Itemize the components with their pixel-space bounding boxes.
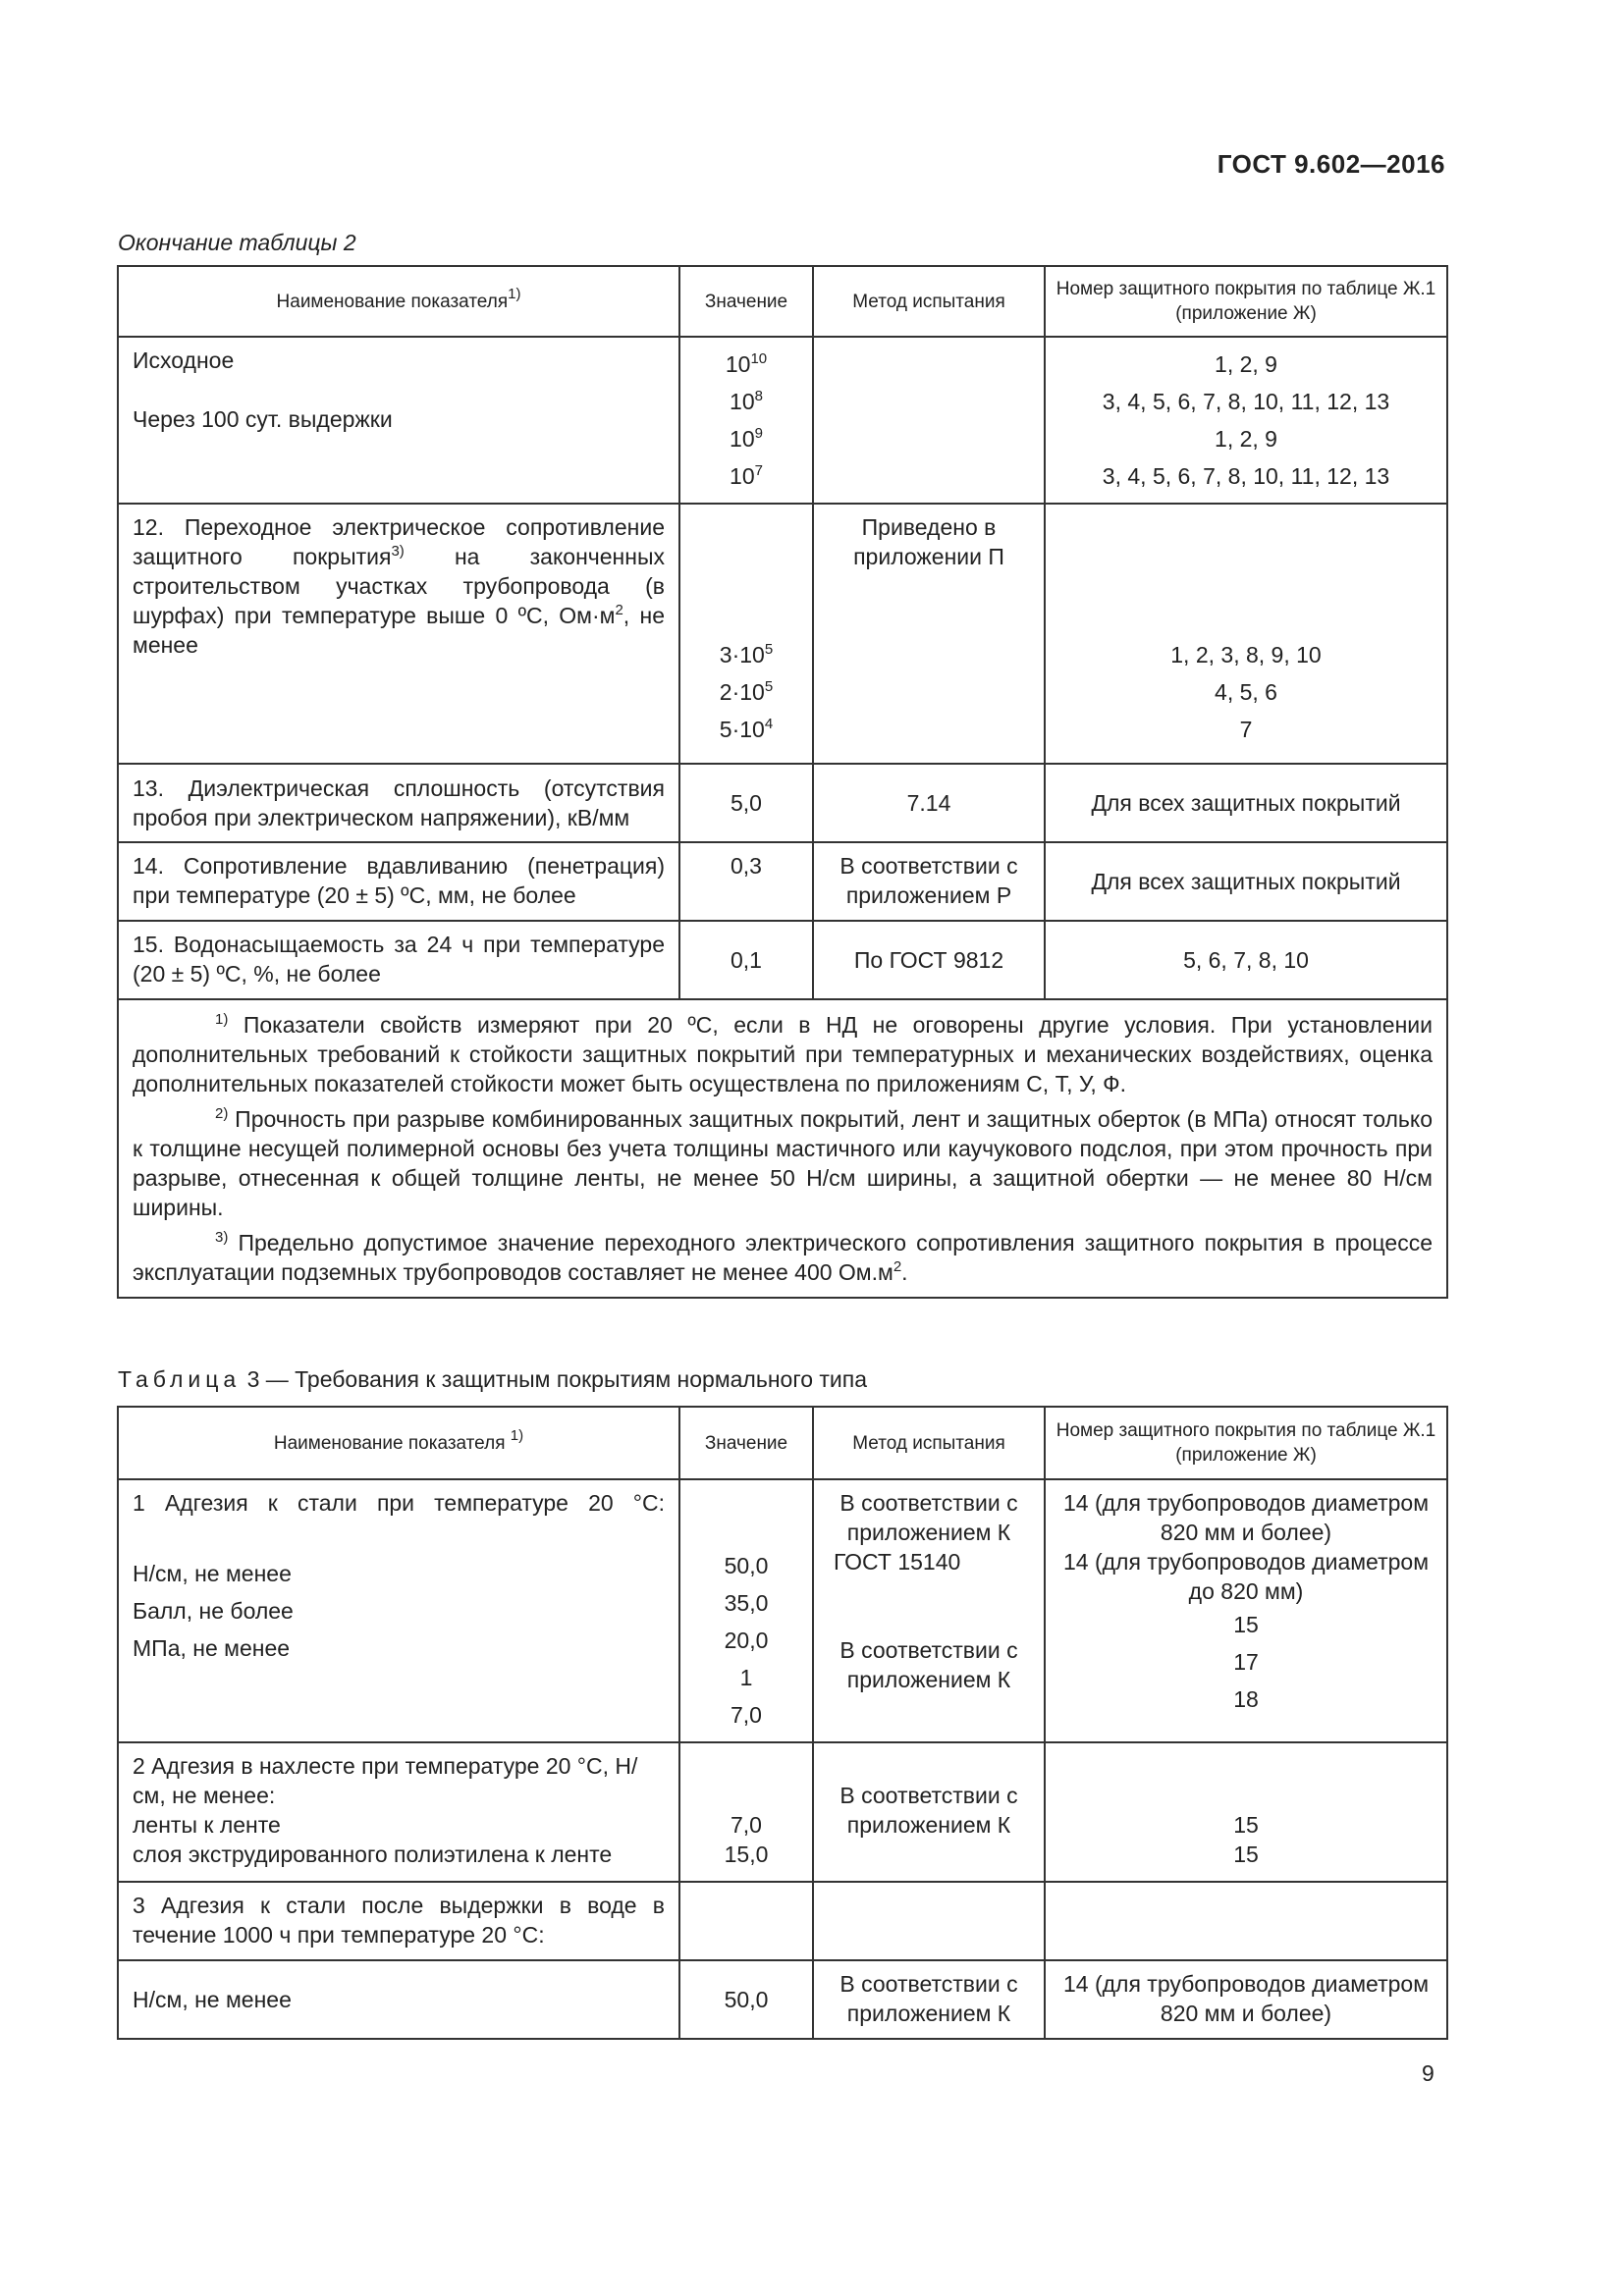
header-name: Наименование показателя $^{1)}$ [118, 1407, 679, 1479]
row-covers: 15 15 [1045, 1742, 1447, 1882]
table-2-end [117, 265, 1448, 1299]
row-name: Н/см, не менее [118, 1960, 679, 2039]
table-row [118, 504, 1447, 764]
row-name: Исходное Через 100 сут. выдержки [118, 337, 679, 504]
row-value: 0,3 [679, 842, 813, 921]
row-name: 2 Адгезия в нахлесте при температуре 20 °С, Н/см, не менее: ленты к ленте слоя экструдированного полиэтилена к ленте [118, 1742, 679, 1882]
page-number: 9 [1422, 2060, 1435, 2086]
row-covers: 1, 2, 3, 8, 9, 10 4, 5, 6 7 [1045, 504, 1447, 764]
header-method: Метод испытания [813, 1407, 1045, 1479]
table-row [118, 842, 1447, 921]
row-method: В соответствии с приложением К [813, 1742, 1045, 1882]
row-value: 5,0 [679, 764, 813, 842]
table-3 [117, 1406, 1448, 2040]
table-row [118, 921, 1447, 999]
row-name: 15. Водонасыщаемость за 24 ч при температуре (20 ± 5) ºС, %, не более [118, 921, 679, 999]
row-values: 7,0 15,0 [679, 1742, 813, 1882]
row-covers: 1, 2, 9 3, 4, 5, 6, 7, 8, 10, 11, 12, 13 1, 2, 9 3, 4, 5, 6, 7, 8, 10, 11, 12, 13 [1045, 337, 1447, 504]
row-value: 0,1 [679, 921, 813, 999]
table-row [118, 337, 1447, 504]
row-cover: Для всех защитных покрытий [1045, 842, 1447, 921]
row-method: В соответствии с приложением К ГОСТ 15140 В соответствии с приложением К [813, 1479, 1045, 1742]
table-row [118, 1882, 1447, 1960]
row-method: В соответствии с приложением Р [813, 842, 1045, 921]
header-value: Значение [679, 266, 813, 337]
row-covers: 14 (для трубопроводов диаметром 820 мм и более) 14 (для трубопроводов диаметром до 820 мм) 15 17 18 [1045, 1479, 1447, 1742]
row-cover [1045, 1882, 1447, 1960]
table-row [118, 1479, 1447, 1742]
row-values: $3\cdot 10^5$ $2\cdot 10^5$ $5\cdot 10^4$ [679, 504, 813, 764]
row-name: 14. Сопротивление вдавливанию (пенетрация) при температуре (20 ± 5) ºС, мм, не более [118, 842, 679, 921]
row-value [679, 1882, 813, 1960]
row-method: 7.14 [813, 764, 1045, 842]
table-header-row [118, 1407, 1447, 1479]
table2-caption: Окончание таблицы 2 [118, 230, 356, 255]
header-value: Значение [679, 1407, 813, 1479]
footnote-1: $^{1)}$ Показатели свойств измеряют при 20 ºС, если в НД не оговорены другие условия. При установлении дополнительных требований к стойкости защитных покрытий при температурных и механических воздействиях, оценка дополнительных показателей стойкости может быть осуществлена по приложениям С, Т, У, Ф. [133, 1011, 1433, 1096]
row-name: 1 Адгезия к стали при температуре 20 °С: Н/см, не менее Балл, не более МПа, не менее [118, 1479, 679, 1742]
document-number: ГОСТ 9.602—2016 [1217, 149, 1445, 179]
table-header-row [118, 266, 1447, 337]
row-name: 12. Переходное электрическое сопротивление защитного покрытия$^{3)}$ на законченных строительством участках трубопровода (в шурфах) при температуре выше 0 ºС, $Ом\cdot м^2$, не менее [118, 504, 679, 764]
table-row [118, 1960, 1447, 2039]
row-method: В соответствии с приложением К [813, 1960, 1045, 2039]
row-values: 50,0 35,0 20,0 1 7,0 [679, 1479, 813, 1742]
table-row [118, 764, 1447, 842]
table3-caption: Таблица 3 — Требования к защитным покрытиям нормального типа [118, 1366, 868, 1392]
row-cover: 14 (для трубопроводов диаметром 820 мм и более) [1045, 1960, 1447, 2039]
row-method: По ГОСТ 9812 [813, 921, 1045, 999]
header-cover: Номер защитного покрытия по таблице Ж.1 (приложение Ж) [1045, 266, 1447, 337]
row-method [813, 337, 1045, 504]
footnote-2: $^{2)}$ Прочность при разрыве комбинированных защитных покрытий, лент и защитных оберток (в МПа) относят только к толщине несущей полимерной основы без учета толщины мастичного или каучукового подслоя, при этом прочность при разрыве, отнесенная к общей толщине ленты, не менее 50 Н/см ширины, а защитной обертки — не менее 80 Н/см ширины. [133, 1105, 1433, 1220]
row-name: 13. Диэлектрическая сплошность (отсутствия пробоя при электрическом напряжении), кВ/мм [118, 764, 679, 842]
table-row [118, 1742, 1447, 1882]
footnote-3: $^{3)}$ Предельно допустимое значение переходного электрического сопротивления защитного покрытия в процессе эксплуатации подземных трубопроводов составляет не менее 400 $Ом.м^2$. [133, 1229, 1433, 1285]
row-name: 3 Адгезия к стали после выдержки в воде в течение 1000 ч при температуре 20 °С: [118, 1882, 679, 1960]
row-method: Приведено в приложении П [813, 504, 1045, 764]
header-name: Наименование показателя$^{1)}$ [118, 266, 679, 337]
footnotes-row [118, 999, 1447, 1298]
header-method: Метод испытания [813, 266, 1045, 337]
row-values: $10^{10}$ $10^8$ $10^9$ $10^7$ [679, 337, 813, 504]
row-method [813, 1882, 1045, 1960]
row-value: 50,0 [679, 1960, 813, 2039]
footnotes [118, 999, 1447, 1298]
row-cover: Для всех защитных покрытий [1045, 764, 1447, 842]
row-cover: 5, 6, 7, 8, 10 [1045, 921, 1447, 999]
header-cover: Номер защитного покрытия по таблице Ж.1 (приложение Ж) [1045, 1407, 1447, 1479]
